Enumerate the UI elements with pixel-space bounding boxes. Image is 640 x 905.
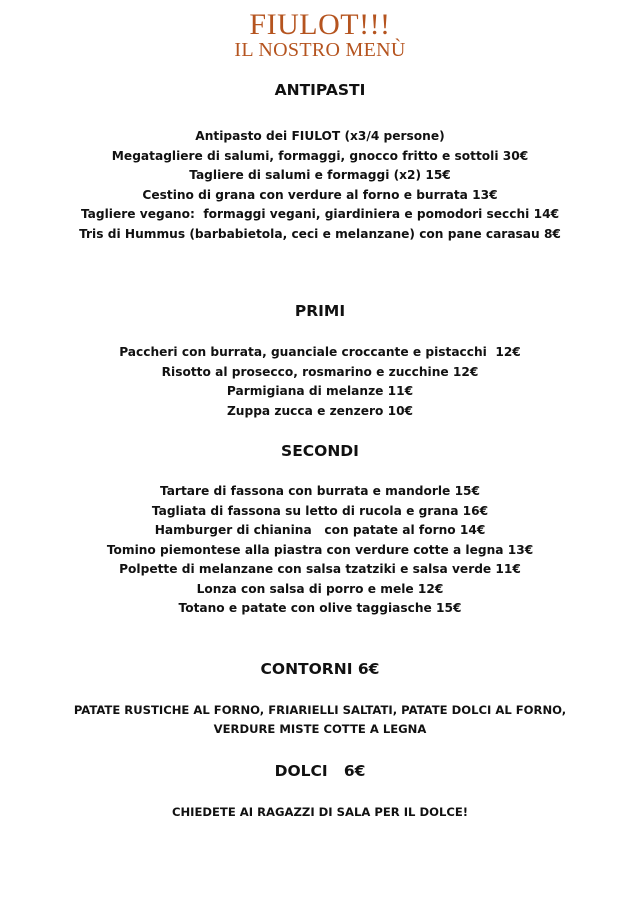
restaurant-title: FIULOT!!!: [249, 8, 391, 41]
contorni-line-2: VERDURE MISTE COTTE A LEGNA: [213, 722, 427, 736]
menu-item: Tagliere vegano: formaggi vegani, giardiniera e pomodori secchi 14€: [80, 207, 560, 221]
section-title-contorni: CONTORNI 6€: [260, 660, 380, 678]
menu-item: Megatagliere di salumi, formaggi, gnocco fritto e sottoli 30€: [111, 148, 529, 163]
menu-item: Tagliere di salumi e formaggi (x2) 15€: [189, 168, 451, 182]
section-title-dolci: DOLCI 6€: [274, 762, 366, 780]
menu-item: Lonza con salsa di porro e mele 12€: [196, 581, 444, 596]
section-title-primi: PRIMI: [294, 302, 346, 320]
menu-item: Cestino di grana con verdure al forno e burrata 13€: [142, 187, 498, 202]
primi-list: [0, 343, 640, 421]
menu-item: Risotto al prosecco, rosmarino e zucchine 12€: [161, 364, 479, 379]
menu-item: Tris di Hummus (barbabietola, ceci e melanzane) con pane carasau 8€: [79, 226, 561, 241]
menu-item: Hamburger di chianina con patate al forno 14€: [154, 523, 486, 537]
section-title-secondi: SECONDI: [281, 442, 359, 460]
menu-subtitle: IL NOSTRO MENÙ: [234, 39, 406, 61]
menu-item: Polpette di melanzane con salsa tzatziki e salsa verde 11€: [119, 562, 521, 576]
dolci-note: CHIEDETE AI RAGAZZI DI SALA PER IL DOLCE!: [171, 805, 469, 819]
menu-item: Paccheri con burrata, guanciale croccante e pistacchi 12€: [119, 345, 521, 359]
section-title-antipasti: ANTIPASTI: [274, 81, 366, 99]
menu-item: Zuppa zucca e zenzero 10€: [226, 403, 414, 418]
menu-item: Antipasto dei FIULOT (x3/4 persone): [195, 129, 445, 143]
secondi-list: [0, 482, 640, 619]
menu-item: Totano e patate con olive taggiasche 15€: [178, 601, 462, 615]
menu-item: Tagliata di fassona su letto di rucola e grana 16€: [151, 503, 489, 518]
menu-item: Tomino piemontese alla piastra con verdure cotte a legna 13€: [106, 542, 534, 557]
contorni-line-1: PATATE RUSTICHE AL FORNO, FRIARIELLI SALTATI, PATATE DOLCI AL FORNO,: [73, 703, 567, 717]
menu-item: Tartare di fassona con burrata e mandorle 15€: [159, 484, 481, 498]
antipasti-list: [0, 127, 640, 244]
menu-item: Parmigiana di melanze 11€: [226, 384, 414, 398]
